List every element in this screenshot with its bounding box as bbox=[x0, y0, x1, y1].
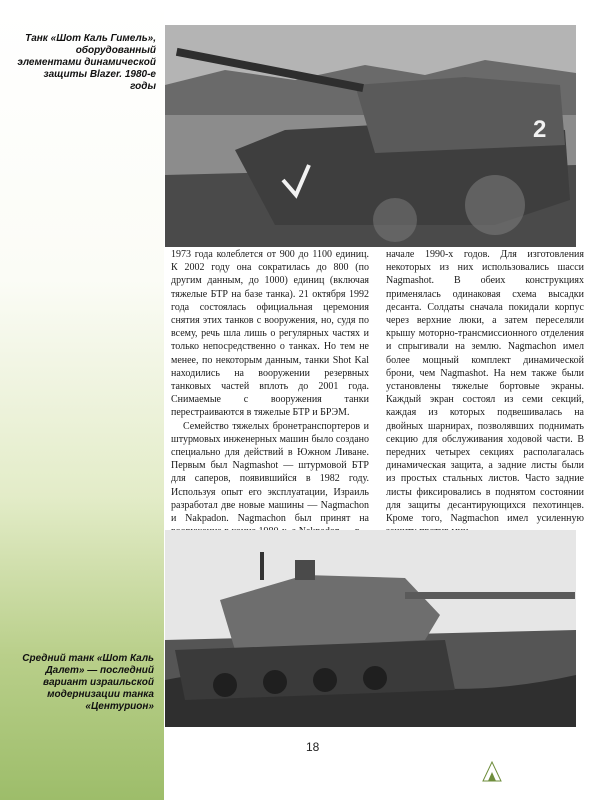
tank-photo-bottom bbox=[165, 530, 576, 727]
tank-photo-top bbox=[165, 25, 576, 247]
text-column-right bbox=[386, 248, 584, 538]
tank-image-bottom bbox=[165, 530, 576, 727]
paragraph: начале 1990-х годов. Для изготовления некоторых из них использовались шасси Nagmashot. В обеих конструкциях применялась одинаковая схема высадки десанта. Солдаты сначала покидали корпус через верхние люки, а затем переселяли крышу моторно-трансмиссионного отделения и спрыгивали на землю. Nagmachon имел более мощный комплект динамической брони, чем Nagmashot. На нем также были установлены тяжелые бортовые экраны. Каждый экран состоял из семи секций, каждая из которых подвешивалась на двойных шарнирах, позволявших поднимать секцию для обслуживания ходовой части. В передних четырех секциях располагалась динамическая защита, а задние листы были из простых стальных листов. Часто задние листы фиксировались в поднятом состоянии для защиты десантирующихся пехотинцев. Кроме того, Nagmachon имел усиленную bbox=[386, 249, 584, 525]
labirint-logo-icon bbox=[481, 760, 503, 782]
page-number: 18 bbox=[306, 740, 320, 754]
publisher-logo bbox=[481, 760, 572, 782]
paragraph: Семейство тяжелых бронетранспортеров и штурмовых инженерных машин было создано специально для действий в Южном Ливане. Первым был Nagmashot — штурмовой БТР для саперов, появившийся в 1982 году. Используя опыт его эксплуатации, Израиль разработал две новые машины — Nagmachon и Nakpadon. Nagmachon был принят на bbox=[171, 420, 369, 525]
photo-caption-bottom: Средний танк «Шот Каль Далет» — последний вариант израильской модернизации танка «Центурион» bbox=[22, 653, 154, 712]
text-column-left bbox=[171, 248, 369, 538]
paragraph: 1973 года колеблется от 900 до 1100 единиц. К 2002 году она сократилась до 800 (по другим данным, до 1000) единиц (включая тяжелые БТР на базе танка). 21 октября 1992 года состоялась официальная церемония снятия этих танков с вооружения, но, судя по всему, речь шла лишь о регулярных частях и только непосредственно о танках. Но тем не менее, по некоторым данным, танки Shot Kal находились на вооружении резервных танковых частей вплоть до 2001 года. Снимаемые с вооружения танки перестраиваются в тяжелые БТР и БРЭМ. bbox=[171, 249, 369, 419]
photo-caption-top: Танк «Шот Каль Гимель», оборудованный элементами динамической защиты Blazer. 1980-е годы bbox=[17, 33, 156, 92]
logo-text: абиринт bbox=[506, 762, 572, 779]
turret-number: 2 bbox=[533, 116, 547, 143]
tank-image-top bbox=[165, 25, 576, 247]
